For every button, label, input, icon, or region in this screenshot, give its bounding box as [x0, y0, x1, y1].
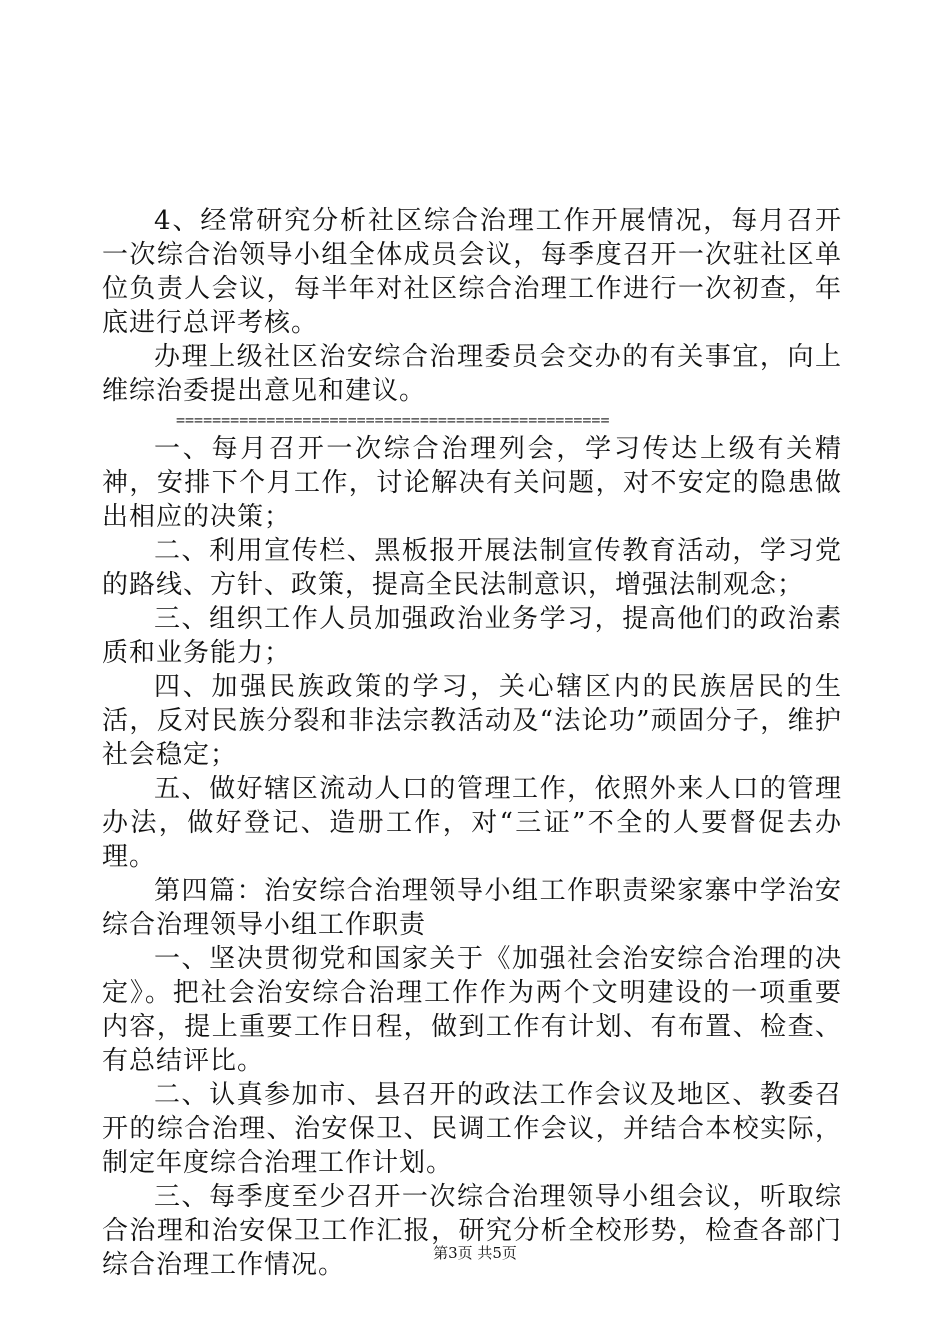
paragraph: 四、加强民族政策的学习，关心辖区内的民族居民的生活，反对民族分裂和非法宗教活动及“法论功”顽固分子，维护社会稳定； — [102, 672, 842, 770]
paragraph: 办理上级社区治安综合治理委员会交办的有关事宜，向上维综治委提出意见和建议。 — [102, 342, 842, 406]
paragraph: 一、每月召开一次综合治理列会，学习传达上级有关精神，安排下个月工作，讨论解决有关问题，对不安定的隐患做出相应的决策； — [102, 434, 842, 532]
paragraph: 二、利用宣传栏、黑板报开展法制宣传教育活动，学习党的路线、方针、政策，提高全民法制意识，增强法制观念； — [102, 536, 842, 600]
page-number-label: 第3页 共5页 — [433, 1244, 517, 1262]
paragraph: 二、认真参加市、县召开的政法工作会议及地区、教委召开的综合治理、治安保卫、民调工作会议，并结合本校实际，制定年度综合治理工作计划。 — [102, 1080, 842, 1178]
section-heading: 第四篇：治安综合治理领导小组工作职责梁家寨中学治安综合治理领导小组工作职责 — [102, 876, 842, 940]
paragraph: 三、每季度至少召开一次综合治理领导小组会议，听取综合治理和治安保卫工作汇报，研究分析全校形势，检查各部门综合治理工作情况。 — [102, 1182, 842, 1280]
paragraph: 一、坚决贯彻党和国家关于《加强社会治安综合治理的决定》。把社会治安综合治理工作作为两个文明建设的一项重要内容，提上重要工作日程，做到工作有计划、有布置、检查、有总结评比。 — [102, 944, 842, 1076]
paragraph: 五、做好辖区流动人口的管理工作，依照外来人口的管理办法，做好登记、造册工作，对“三证”不全的人要督促去办理。 — [102, 774, 842, 872]
paragraph: 三、组织工作人员加强政治业务学习，提高他们的政治素质和业务能力； — [102, 604, 842, 668]
page-footer — [0, 1243, 950, 1263]
separator-line: ================================================ — [176, 411, 610, 429]
document-body — [102, 204, 842, 1282]
paragraph: 4、经常研究分析社区综合治理工作开展情况，每月召开一次综合治领导小组全体成员会议，每季度召开一次驻社区单位负责人会议，每半年对社区综合治理工作进行一次初查，年底进行总评考核。 — [102, 206, 842, 338]
